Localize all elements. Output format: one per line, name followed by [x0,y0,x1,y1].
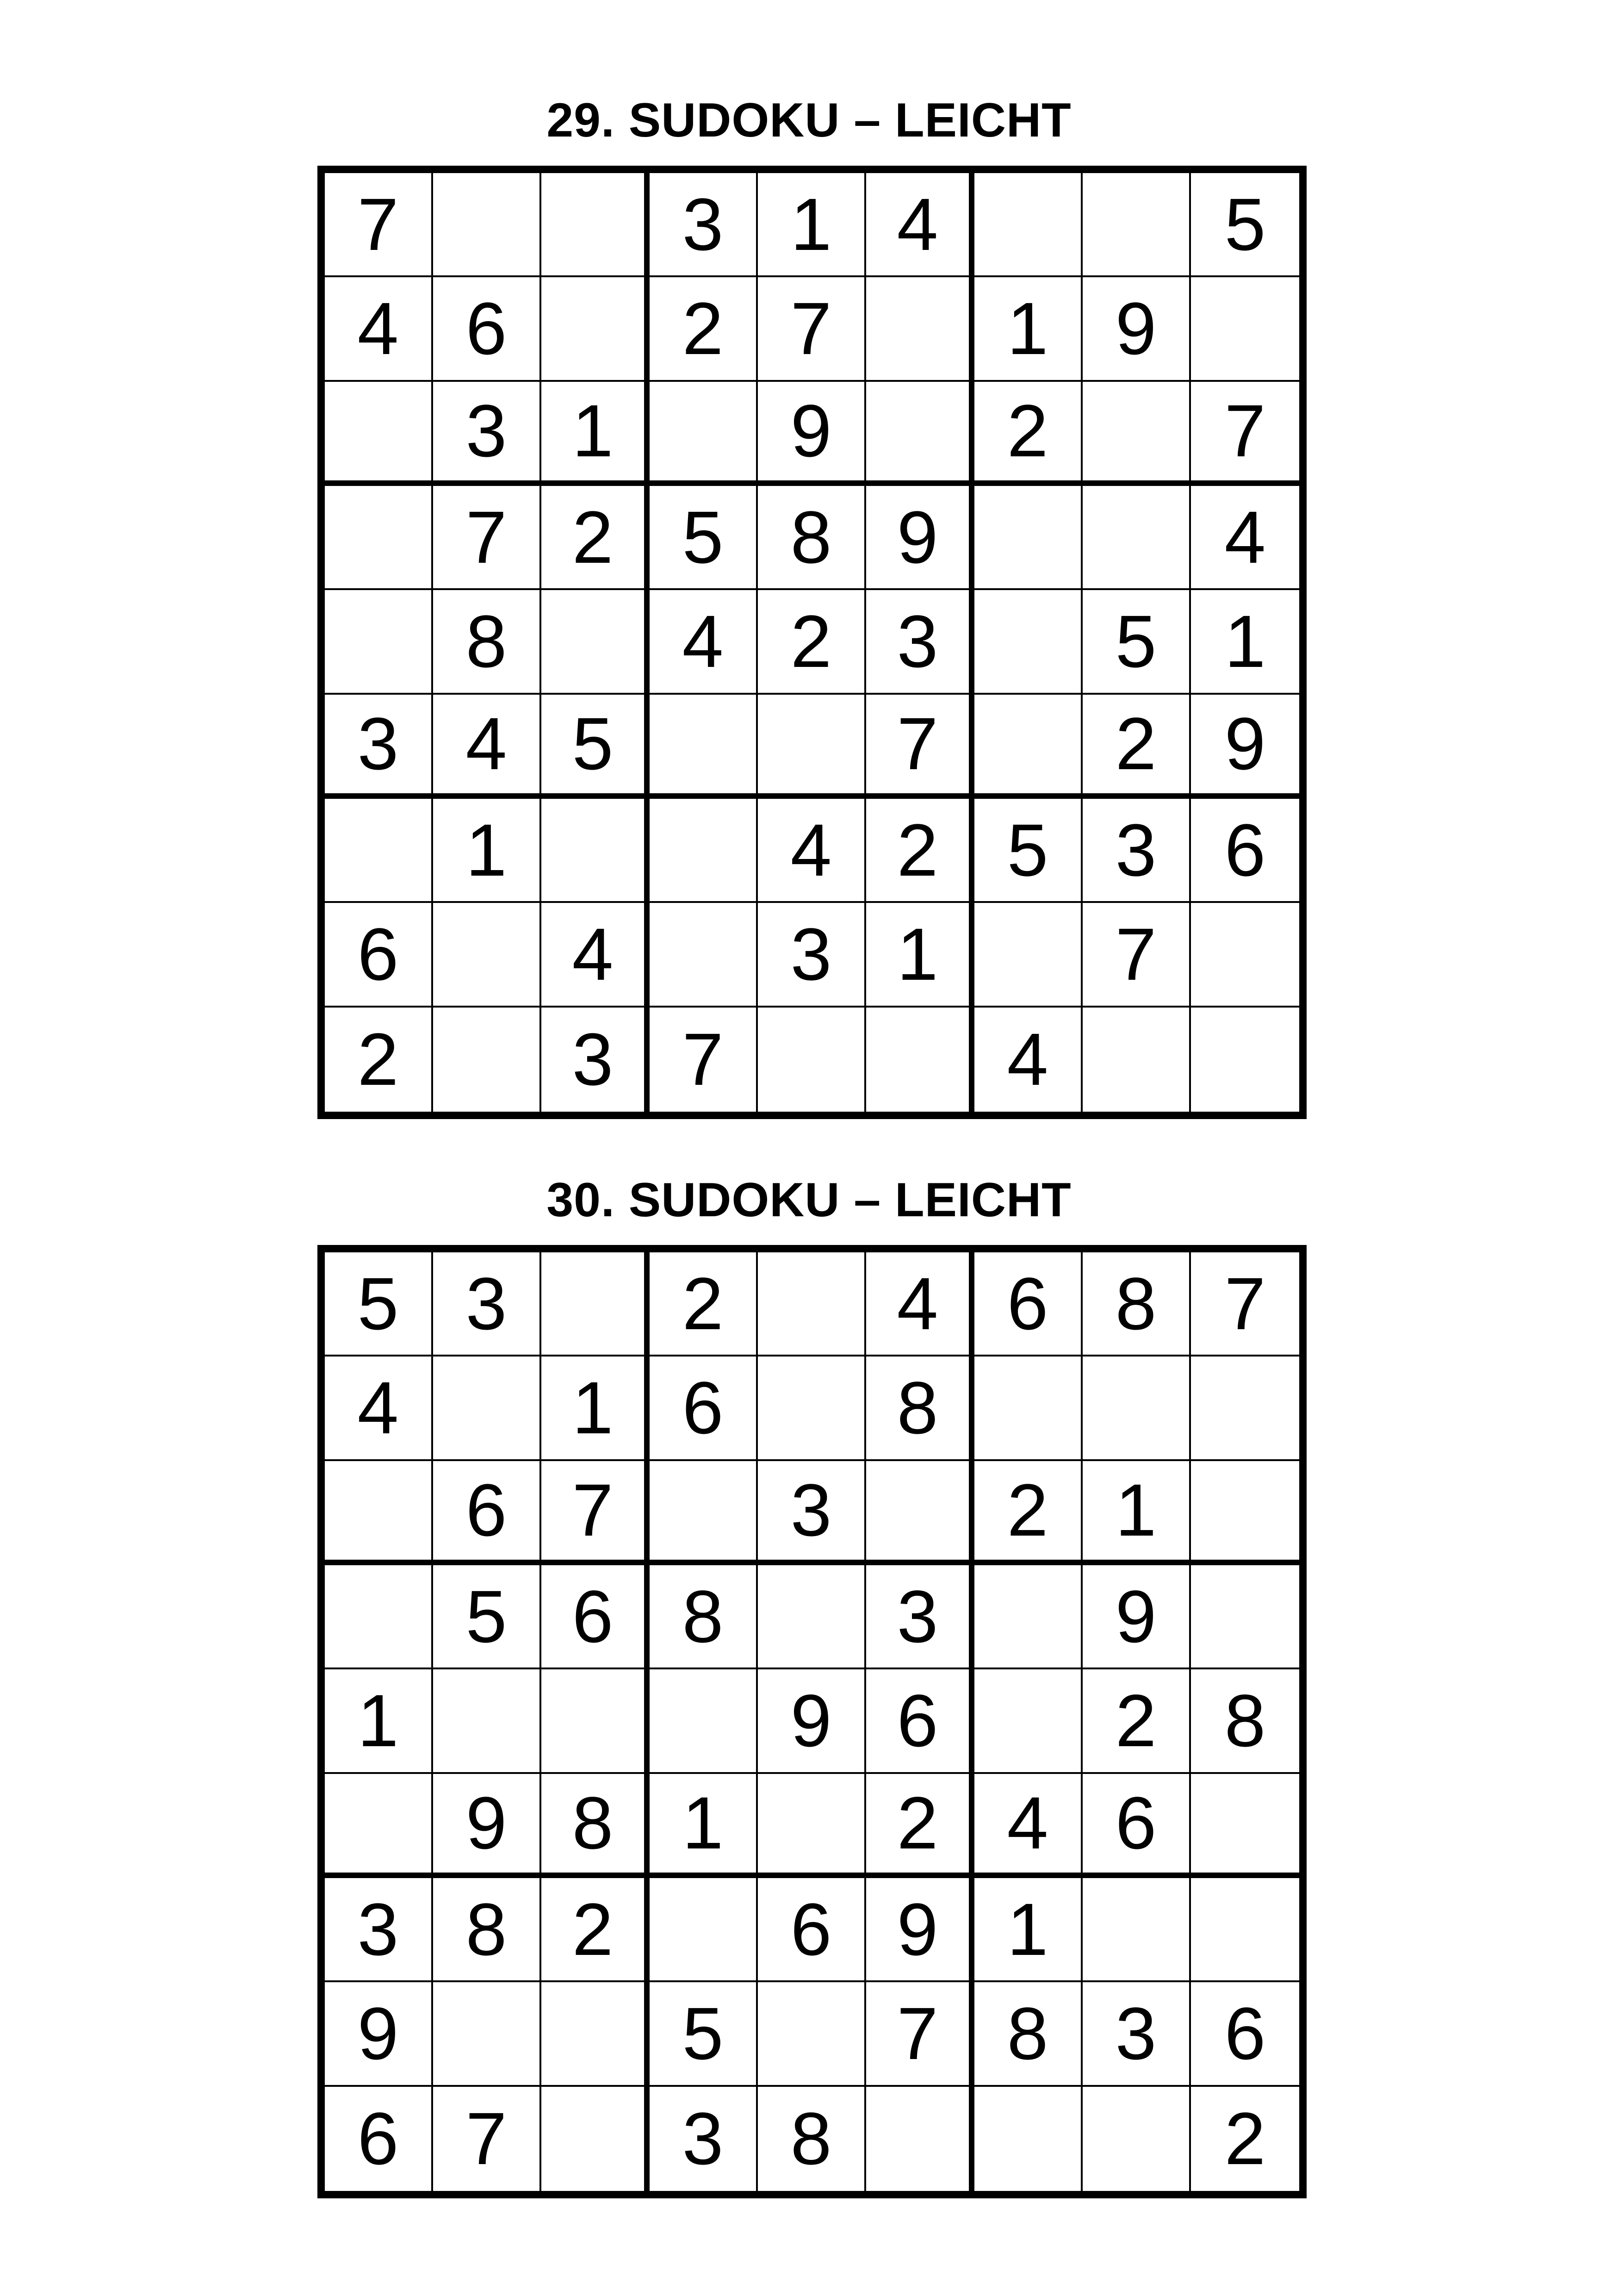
sudoku-cell: 3 [541,1008,650,1112]
sudoku-cell [1191,1356,1299,1461]
sudoku-cell [433,903,541,1007]
sudoku-cell [433,173,541,277]
sudoku-cell: 4 [650,590,758,694]
sudoku-cell: 5 [325,1252,433,1356]
sudoku-cell: 5 [541,695,650,799]
sudoku-cell: 3 [1083,1982,1191,2086]
sudoku-cell [974,1669,1083,1773]
sudoku-cell: 6 [325,2087,433,2191]
sudoku-cell: 2 [974,1461,1083,1565]
sudoku-cell: 9 [1083,277,1191,381]
sudoku-cell [1191,1878,1299,1982]
sudoku-cell: 8 [433,590,541,694]
sudoku-cell [1083,1356,1191,1461]
sudoku-cell [433,1982,541,2086]
sudoku-cell: 3 [325,1878,433,1982]
sudoku-cell: 1 [758,173,866,277]
sudoku-cell [1191,1461,1299,1565]
sudoku-cell [325,486,433,590]
sudoku-cell [541,590,650,694]
sudoku-cell: 6 [433,277,541,381]
sudoku-cell: 7 [433,486,541,590]
sudoku-cell [758,1774,866,1878]
sudoku-cell [1191,1774,1299,1878]
sudoku-cell: 8 [866,1356,974,1461]
sudoku-cell [650,903,758,1007]
sudoku-cell [758,1565,866,1669]
sudoku-cell: 7 [433,2087,541,2191]
sudoku-cell: 9 [1083,1565,1191,1669]
sudoku-cell [866,1008,974,1112]
sudoku-cell [1083,173,1191,277]
sudoku-cell: 4 [974,1008,1083,1112]
sudoku-cell: 9 [866,1878,974,1982]
sudoku-cell: 5 [1083,590,1191,694]
sudoku-cell: 2 [1083,1669,1191,1773]
sudoku-cell: 1 [650,1774,758,1878]
sudoku-cell [650,1669,758,1773]
sudoku-cell: 6 [541,1565,650,1669]
sudoku-cell [433,1008,541,1112]
sudoku-cell [325,590,433,694]
sudoku-cell: 2 [325,1008,433,1112]
sudoku-cell: 9 [325,1982,433,2086]
sudoku-cell [974,1356,1083,1461]
sudoku-cell: 8 [758,2087,866,2191]
sudoku-cell: 7 [650,1008,758,1112]
sudoku-cell: 4 [758,799,866,903]
sudoku-cell: 4 [1191,486,1299,590]
sudoku-cell: 1 [866,903,974,1007]
sudoku-cell: 7 [866,1982,974,2086]
sudoku-cell: 3 [758,1461,866,1565]
sudoku-cell [1083,382,1191,486]
sudoku-cell: 9 [1191,695,1299,799]
sudoku-cell: 6 [433,1461,541,1565]
sudoku-cell: 9 [866,486,974,590]
sudoku-cell: 6 [1191,1982,1299,2086]
puzzle-29-title: 29. SUDOKU – LEICHT [546,93,1072,147]
sudoku-cell [1083,2087,1191,2191]
sudoku-cell: 2 [650,277,758,381]
sudoku-cell [974,1565,1083,1669]
sudoku-cell [650,695,758,799]
sudoku-cell: 3 [866,590,974,694]
sudoku-cell [758,1252,866,1356]
sudoku-grid-30 [317,1245,1307,2198]
sudoku-cell [1083,1878,1191,1982]
sudoku-cell: 9 [433,1774,541,1878]
sudoku-cell: 2 [866,799,974,903]
sudoku-cell: 3 [650,2087,758,2191]
sudoku-cell: 8 [974,1982,1083,2086]
sudoku-cell [325,1565,433,1669]
sudoku-cell: 3 [866,1565,974,1669]
sudoku-cell [325,1461,433,1565]
sudoku-cell [541,2087,650,2191]
sudoku-cell: 2 [974,382,1083,486]
sudoku-cell: 2 [541,486,650,590]
sudoku-cell: 7 [1191,1252,1299,1356]
sudoku-cell: 4 [866,1252,974,1356]
sudoku-cell: 6 [1083,1774,1191,1878]
sudoku-cell: 8 [541,1774,650,1878]
sudoku-cell: 4 [433,695,541,799]
sudoku-cell: 6 [325,903,433,1007]
sudoku-cell [325,382,433,486]
sudoku-cell [974,695,1083,799]
sudoku-cell: 7 [1083,903,1191,1007]
sudoku-cell: 6 [1191,799,1299,903]
sudoku-cell [866,382,974,486]
puzzle-30-title: 30. SUDOKU – LEICHT [546,1173,1072,1227]
sudoku-cell: 1 [974,277,1083,381]
sudoku-cell: 2 [650,1252,758,1356]
sudoku-cell [758,1982,866,2086]
sudoku-cell: 6 [974,1252,1083,1356]
sudoku-cell: 3 [433,1252,541,1356]
sudoku-cell [650,799,758,903]
sudoku-cell: 9 [758,1669,866,1773]
sudoku-cell [974,486,1083,590]
sudoku-cell: 1 [433,799,541,903]
sudoku-cell: 4 [866,173,974,277]
sudoku-cell: 2 [541,1878,650,1982]
sudoku-cell: 3 [1083,799,1191,903]
sudoku-cell: 2 [1083,695,1191,799]
sudoku-cell: 5 [650,486,758,590]
sudoku-cell: 7 [1191,382,1299,486]
sudoku-cell: 1 [1083,1461,1191,1565]
sudoku-cell: 8 [1083,1252,1191,1356]
sudoku-cell: 3 [325,695,433,799]
sudoku-cell [650,382,758,486]
sudoku-cell [866,2087,974,2191]
sudoku-cell: 5 [433,1565,541,1669]
sudoku-cell: 4 [974,1774,1083,1878]
sudoku-cell: 8 [650,1565,758,1669]
sudoku-cell: 2 [866,1774,974,1878]
sudoku-cell [866,1461,974,1565]
sudoku-cell: 1 [1191,590,1299,694]
sudoku-cell: 5 [974,799,1083,903]
sudoku-cell [325,1774,433,1878]
sudoku-cell: 3 [650,173,758,277]
sudoku-cell [650,1461,758,1565]
sudoku-cell: 7 [866,695,974,799]
sudoku-cell [433,1356,541,1461]
sudoku-cell: 8 [758,486,866,590]
sudoku-cell: 1 [325,1669,433,1773]
sudoku-cell: 5 [1191,173,1299,277]
sudoku-cell [541,277,650,381]
sudoku-cell: 6 [650,1356,758,1461]
sudoku-cell [650,1878,758,1982]
sudoku-cell [758,1008,866,1112]
sudoku-cell [325,799,433,903]
sudoku-cell: 5 [650,1982,758,2086]
sudoku-cell [1191,903,1299,1007]
sudoku-cell [541,173,650,277]
sudoku-cell [974,590,1083,694]
sudoku-cell: 1 [541,382,650,486]
sudoku-cell: 6 [866,1669,974,1773]
sudoku-cell: 2 [1224,2097,1266,2180]
sudoku-cell: 6 [758,1878,866,1982]
sudoku-cell: 3 [433,382,541,486]
sudoku-cell: 1 [541,1356,650,1461]
sudoku-cell [1191,1565,1299,1669]
sudoku-cell: 8 [1191,1669,1299,1773]
sudoku-cell [758,1356,866,1461]
sudoku-cell: 9 [758,382,866,486]
sudoku-cell: 4 [541,903,650,1007]
sudoku-cell: 7 [541,1461,650,1565]
sudoku-cell: 2 [758,590,866,694]
sudoku-cell: 3 [758,903,866,1007]
sudoku-cell [974,173,1083,277]
sudoku-cell: 4 [325,277,433,381]
sudoku-cell [1083,1008,1191,1112]
sudoku-cell [758,695,866,799]
sudoku-cell [866,277,974,381]
sudoku-cell [541,1982,650,2086]
sudoku-cell: 8 [433,1878,541,1982]
sudoku-cell [541,1252,650,1356]
sudoku-cell [1191,1008,1299,1112]
sudoku-cell [1083,486,1191,590]
sudoku-cell: 1 [974,1878,1083,1982]
sudoku-cell [974,2087,1083,2191]
sudoku-cell [974,903,1083,1007]
sudoku-cell: 7 [325,173,433,277]
sudoku-cell [1191,277,1299,381]
sudoku-cell [433,1669,541,1773]
sudoku-cell [541,799,650,903]
sudoku-cell [541,1669,650,1773]
sudoku-cell: 7 [758,277,866,381]
sudoku-grid-29 [317,166,1307,1119]
sudoku-cell: 4 [325,1356,433,1461]
